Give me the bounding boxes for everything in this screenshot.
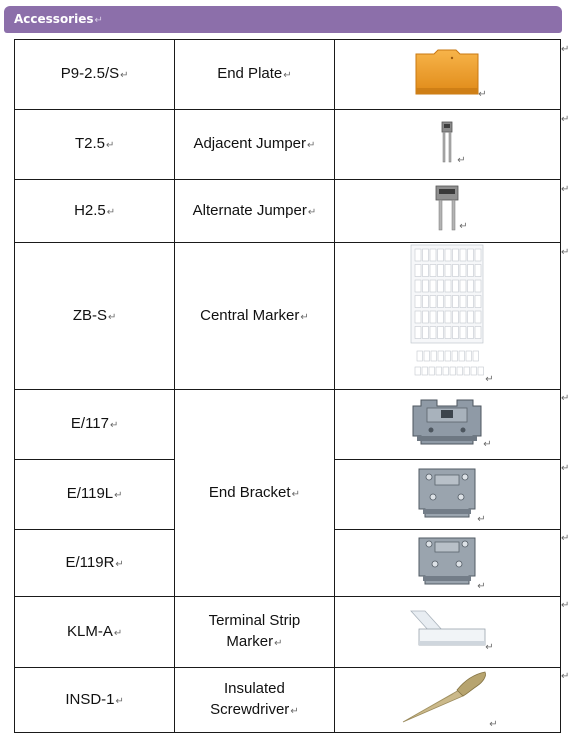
description: Central Marker bbox=[200, 306, 300, 324]
paragraph-mark: ↵ bbox=[300, 311, 309, 323]
table-row bbox=[15, 110, 561, 180]
table-row bbox=[15, 180, 561, 243]
paragraph-mark: ↵ bbox=[477, 513, 486, 525]
part-number: ZB-S bbox=[72, 306, 108, 324]
description-line: Screwdriver bbox=[210, 701, 290, 718]
table-row bbox=[15, 243, 561, 390]
table-row bbox=[15, 597, 561, 668]
adjacent-jumper-icon bbox=[435, 120, 466, 170]
paragraph-mark: ↵ bbox=[291, 488, 300, 500]
row-end-mark: ↵ bbox=[561, 463, 569, 474]
end-bracket-119l-icon bbox=[413, 463, 486, 527]
section-title: Accessories bbox=[14, 12, 94, 26]
part-number-cell bbox=[15, 390, 175, 460]
paragraph-mark: ↵ bbox=[274, 638, 283, 649]
description-cell bbox=[175, 40, 334, 110]
paragraph-mark: ↵ bbox=[120, 70, 129, 81]
row-end-mark: ↵ bbox=[561, 184, 569, 195]
alternate-jumper-icon bbox=[433, 184, 468, 238]
description: End Bracket bbox=[208, 483, 291, 501]
paragraph-mark: ↵ bbox=[113, 627, 123, 639]
part-number: INSD-1 bbox=[65, 690, 115, 708]
paragraph-mark: ↵ bbox=[115, 695, 124, 707]
terminal-strip-marker-icon bbox=[405, 607, 494, 657]
description-cell bbox=[175, 668, 334, 733]
orange-end-plate-icon bbox=[412, 48, 487, 102]
end-bracket-119r-icon bbox=[413, 532, 486, 594]
description-line: Insulated bbox=[223, 680, 285, 697]
description-line: Marker bbox=[226, 633, 274, 650]
image-cell bbox=[334, 530, 560, 597]
paragraph-mark: ↵ bbox=[283, 70, 292, 81]
paragraph-mark: ↵ bbox=[485, 374, 494, 385]
description-cell bbox=[175, 390, 334, 597]
paragraph-mark: ↵ bbox=[94, 15, 103, 26]
description: Alternate Jumper bbox=[192, 201, 307, 219]
paragraph-mark: ↵ bbox=[457, 154, 466, 166]
row-end-mark: ↵ bbox=[561, 671, 569, 682]
paragraph-mark: ↵ bbox=[290, 706, 299, 717]
description: Adjacent Jumper bbox=[193, 135, 306, 152]
table-row bbox=[15, 40, 561, 110]
image-cell bbox=[334, 668, 560, 733]
part-number-cell bbox=[15, 180, 175, 243]
section-header bbox=[4, 6, 562, 33]
row-end-mark: ↵ bbox=[561, 533, 569, 544]
paragraph-mark: ↵ bbox=[478, 88, 487, 100]
part-number: KLM-A bbox=[67, 622, 113, 640]
image-cell bbox=[334, 460, 560, 530]
paragraph-mark: ↵ bbox=[106, 206, 116, 218]
end-bracket-117-icon bbox=[407, 396, 492, 454]
part-number-cell bbox=[15, 40, 175, 110]
paragraph-mark: ↵ bbox=[307, 140, 316, 151]
paragraph-mark: ↵ bbox=[483, 438, 492, 450]
paragraph-mark: ↵ bbox=[108, 311, 117, 323]
paragraph-mark: ↵ bbox=[307, 206, 317, 218]
table-row bbox=[15, 390, 561, 460]
part-number-cell bbox=[15, 460, 175, 530]
description-cell bbox=[175, 180, 334, 243]
image-cell bbox=[334, 180, 560, 243]
insulated-screwdriver-icon bbox=[397, 668, 497, 732]
row-end-mark: ↵ bbox=[561, 114, 569, 125]
description-cell bbox=[175, 110, 334, 180]
row-end-mark: ↵ bbox=[561, 600, 569, 611]
paragraph-mark: ↵ bbox=[105, 140, 115, 151]
part-number: P9-2.5/S bbox=[60, 65, 120, 82]
description: End Plate bbox=[217, 65, 283, 82]
image-cell bbox=[334, 597, 560, 668]
paragraph-mark: ↵ bbox=[115, 558, 124, 570]
paragraph-mark: ↵ bbox=[489, 719, 498, 730]
part-number-cell bbox=[15, 530, 175, 597]
paragraph-mark: ↵ bbox=[459, 221, 468, 232]
paragraph-mark: ↵ bbox=[109, 420, 119, 431]
part-number: T2.5 bbox=[74, 135, 105, 152]
image-cell bbox=[334, 110, 560, 180]
paragraph-mark: ↵ bbox=[477, 581, 486, 592]
part-number: E/119R bbox=[65, 553, 115, 571]
table-row bbox=[15, 668, 561, 733]
description-cell bbox=[175, 597, 334, 668]
image-cell bbox=[334, 243, 560, 390]
part-number-cell bbox=[15, 243, 175, 390]
part-number-cell bbox=[15, 110, 175, 180]
part-number-cell bbox=[15, 597, 175, 668]
row-end-mark: ↵ bbox=[561, 247, 569, 258]
part-number-cell bbox=[15, 668, 175, 733]
accessories-table bbox=[14, 39, 561, 733]
part-number: H2.5 bbox=[74, 201, 106, 219]
image-cell bbox=[334, 40, 560, 110]
part-number: E/119L bbox=[66, 485, 114, 502]
image-cell bbox=[334, 390, 560, 460]
row-end-mark: ↵ bbox=[561, 393, 569, 404]
paragraph-mark: ↵ bbox=[114, 490, 123, 501]
paragraph-mark: ↵ bbox=[485, 642, 494, 653]
part-number: E/117 bbox=[70, 415, 109, 432]
description-cell bbox=[175, 243, 334, 390]
row-end-mark: ↵ bbox=[561, 44, 569, 55]
description-line: Terminal Strip bbox=[208, 612, 301, 629]
marker-card-icon bbox=[407, 243, 494, 389]
